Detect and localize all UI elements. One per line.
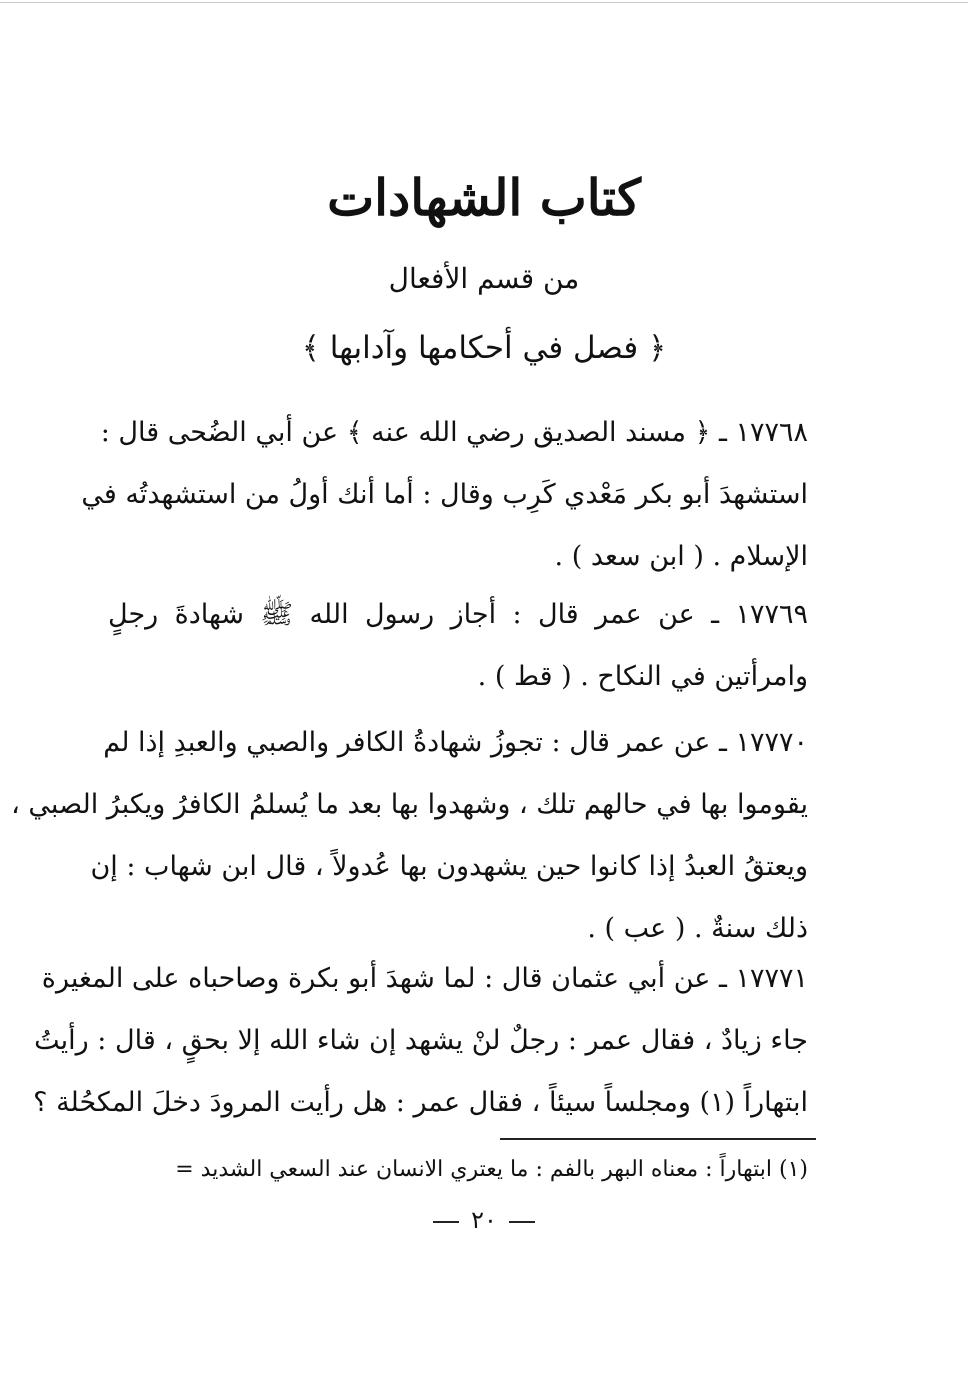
entry-line: وامرأتين في النكاح . ( قط ) .	[477, 661, 808, 692]
hadith-entry-17771	[33, 948, 808, 1134]
entry-line: ١٧٧٦٨ ـ ﴿ مسند الصديق رضي الله عنه ﴾ عن أبي الضُحى قال :	[100, 417, 808, 448]
entry-line: جاء زيادٌ ، فقال عمر : رجلٌ لنْ يشهد إن شاء الله إلا بحقٍ ، قال : رأيتُ	[34, 1025, 808, 1056]
hadith-entry-17769	[108, 584, 808, 708]
page-number-dash	[433, 1221, 459, 1223]
page-number-dash	[509, 1221, 535, 1223]
entry-line: ذلك سنةٌ . ( عب ) .	[587, 913, 808, 944]
section-heading: ﴿ فصل في أحكامها وآدابها ﴾	[301, 330, 667, 366]
entry-line: ١٧٧٧٠ ـ عن عمر قال : تجوزُ شهادةُ الكافر والصبي والعبدِ إذا لم	[103, 727, 808, 758]
book-title: كتاب الشهادات	[327, 168, 641, 227]
entry-line: استشهدَ أبو بكر مَعْدي كَرِب وقال : أما أنك أولُ من استشهدتُه في	[81, 479, 808, 510]
scan-edge-line	[0, 2, 968, 3]
book-subtitle: من قسم الأفعال	[388, 262, 580, 295]
page-number	[0, 1206, 968, 1234]
hadith-entry-17768	[81, 402, 808, 588]
entry-line: ابتهاراً (١) ومجلساً سيئاً ، فقال عمر : هل رأيت المرودَ دخلَ المكحُلة ؟	[33, 1087, 808, 1118]
entry-line: ١٧٧٦٩ ـ عن عمر قال : أجاز رسول الله ﷺ شهادةَ رجلٍ	[108, 599, 808, 630]
entry-line: ويعتقُ العبدُ إذا كانوا حين يشهدون بها عُدولاً ، قال ابن شهاب : إن	[90, 851, 808, 882]
entry-line: يقوموا بها في حالهم تلك ، وشهدوا بها بعد ما يُسلمُ الكافرُ ويكبرُ الصبي ،	[11, 789, 808, 820]
footnote-divider	[500, 1138, 816, 1140]
page-number-value: ٢٠	[471, 1206, 497, 1234]
entry-line: ١٧٧٧١ ـ عن أبي عثمان قال : لما شهدَ أبو بكرة وصاحباه على المغيرة	[41, 963, 808, 994]
hadith-entry-17770	[11, 712, 808, 960]
entry-line: الإسلام . ( ابن سعد ) .	[554, 541, 808, 572]
footnote: (١) ابتهاراً : معناه البهر بالفم : ما يعتري الانسان عند السعي الشديد =	[175, 1157, 808, 1182]
